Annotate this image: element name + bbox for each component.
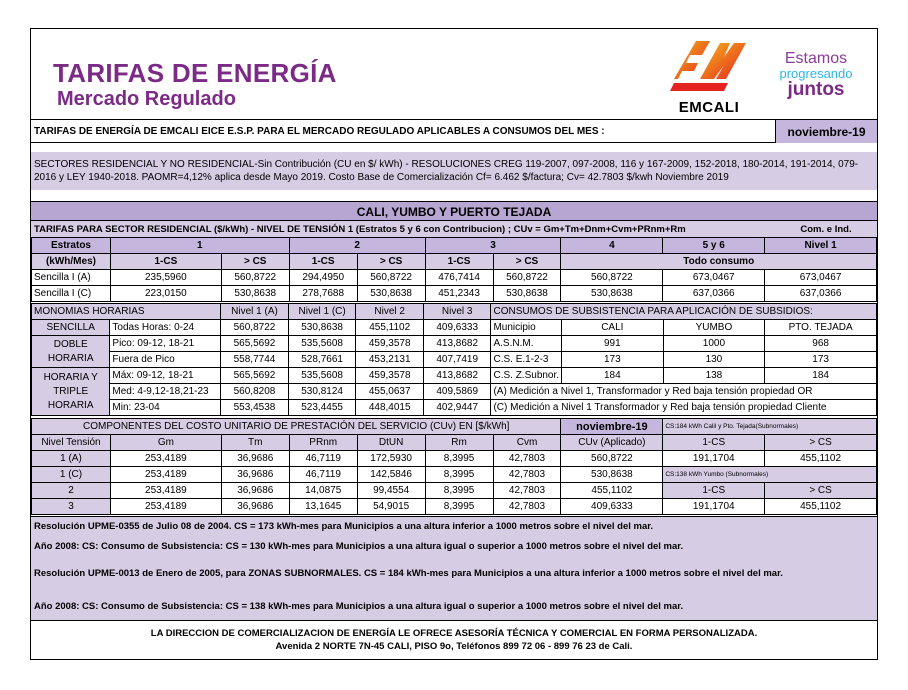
value-cell: 553,4538	[221, 400, 289, 416]
value-cell: 528,7661	[288, 352, 356, 368]
table-row	[32, 336, 877, 352]
unit-label: (kWh/Mes)	[32, 254, 111, 270]
table-row	[32, 352, 877, 368]
col-head: Gm	[110, 435, 221, 451]
value-cell: 459,3578	[356, 368, 424, 384]
monomias-title: MONOMIAS HORARIAS	[32, 304, 221, 320]
value-cell: 455,1102	[765, 451, 877, 467]
subs-cell: 1000	[663, 336, 765, 352]
subs-cell: 173	[765, 352, 877, 368]
subhead-todo: Todo consumo	[561, 254, 877, 270]
monomias-table	[31, 303, 877, 416]
level-head: Nivel 1 (C)	[288, 304, 356, 320]
tariff-sheet	[30, 28, 878, 660]
slogan	[771, 51, 861, 99]
value-cell: 535,5608	[288, 336, 356, 352]
col-head: > CS	[765, 435, 877, 451]
subs-cell: C.S. E.1-2-3	[491, 352, 562, 368]
subs-cell: 184	[562, 368, 664, 384]
components-header-row	[32, 435, 877, 451]
estrato-4: 4	[561, 238, 663, 254]
value-cell: 172,5930	[357, 451, 425, 467]
sectors-text: SECTORES RESIDENCIAL Y NO RESIDENCIAL-Sin Contribución (CU en $/ kWh) - RESOLUCIONES CREG 119-2007, 097-2008, 116 y 167-2009, 152-2018, 180-2014, 191-2014, 079-2016 y LEY 1940-2018. PAOMR=4,12% aplica desde Mayo 2019. Costo Base de Comercialización Cf= 6.462 $/factura; Cv= 42.7803 $/kwh Noviembre 2019	[34, 159, 859, 183]
slogan-line-3: juntos	[787, 79, 845, 100]
value-cell: 558,7744	[221, 352, 289, 368]
value-cell: 407,7419	[423, 352, 491, 368]
nivel-cell: 1 (C)	[32, 467, 111, 483]
value-cell: 530,8638	[288, 320, 356, 336]
subs-head: Municipio	[491, 320, 562, 336]
value-cell: 451,2343	[425, 286, 493, 302]
col-head: Tm	[221, 435, 289, 451]
value-cell: 36,9686	[221, 451, 289, 467]
value-cell: 455,1102	[765, 499, 877, 515]
value-cell: 36,9686	[221, 483, 289, 499]
components-title: COMPONENTES DEL COSTO UNITARIO DE PRESTACIÓN DEL SERVICIO (CUv) EN [$/kWh]	[32, 419, 561, 435]
table-row	[32, 483, 877, 499]
resolution-3: Resolución UPME-0013 de Enero de 2005, para ZONAS SUBNORMALES. CS = 184 kWh-mes para Municipios a una altura inferior a 1000 metros sobre el nivel del mar.	[34, 568, 783, 579]
subhead-1: 1-CS	[110, 254, 221, 270]
sectors-box	[31, 152, 877, 190]
subs-cell: 130	[663, 352, 765, 368]
value-cell: 560,8722	[221, 320, 289, 336]
subhead-2: > CS	[221, 254, 289, 270]
subheads-row	[32, 254, 877, 270]
value-cell: 13,1645	[289, 499, 357, 515]
value-cell: 455,0637	[356, 384, 424, 400]
value-cell: 565,5692	[221, 336, 289, 352]
value-cell: 560,8722	[493, 270, 561, 286]
level-head: Nivel 2	[356, 304, 424, 320]
page-subtitle: Mercado Regulado	[57, 88, 236, 110]
value-cell: 42,7803	[493, 499, 561, 515]
value-cell: 42,7803	[493, 451, 561, 467]
components-note-yumbo: CS:138 kWh Yumbo (Subnormales)	[663, 467, 877, 483]
footer	[31, 620, 877, 660]
group-sencilla: SENCILLA	[32, 320, 110, 336]
row-label: Pico: 09-12, 18-21	[110, 336, 221, 352]
estrato-5y6: 5 y 6	[663, 238, 765, 254]
value-cell: 36,9686	[221, 467, 289, 483]
value-cell: 453,2131	[356, 352, 424, 368]
subs-cell: 173	[562, 352, 664, 368]
value-cell: 560,8722	[357, 270, 425, 286]
subs-note: (A) Medición a Nivel 1, Transformador y Red baja tensión propiedad OR	[491, 384, 877, 400]
value-cell: 223,0150	[110, 286, 221, 302]
value-cell: 637,0366	[765, 286, 877, 302]
subsistencia-title: CONSUMOS DE SUBSISTENCIA PARA APLICACIÓN DE SUBSIDIOS:	[491, 304, 877, 320]
col-head: 1-CS	[663, 435, 765, 451]
value-cell: 560,8208	[221, 384, 289, 400]
slogan-line-2: progresando	[779, 66, 853, 81]
value-cell: 54,9015	[357, 499, 425, 515]
row-label: Sencilla I (C)	[32, 286, 111, 302]
value-cell: 535,5608	[288, 368, 356, 384]
table-row	[32, 400, 877, 416]
value-cell: 142,5846	[357, 467, 425, 483]
table-row	[32, 467, 877, 483]
value-cell: 530,8638	[493, 286, 561, 302]
nivel-cell: 1 (A)	[32, 451, 111, 467]
subs-head: YUMBO	[663, 320, 765, 336]
subs-cell: 968	[765, 336, 877, 352]
col-head: 1-CS	[663, 483, 765, 499]
page-title: TARIFAS DE ENERGÍA	[53, 58, 337, 88]
value-cell: 459,3578	[356, 336, 424, 352]
value-cell: 8,3995	[425, 467, 493, 483]
value-cell: 14,0875	[289, 483, 357, 499]
header	[31, 29, 877, 119]
subs-note: (C) Medición a Nivel 1 Transformador y Red baja tensión propiedad Cliente	[491, 400, 877, 416]
value-cell: 560,8722	[561, 451, 663, 467]
footer-line-2: Avenida 2 NORTE 7N-45 CALI, PISO 9o, Teléfonos 899 72 06 - 899 76 23 de Cali.	[275, 641, 633, 652]
group-triple: HORARIA Y TRIPLE HORARIA	[32, 368, 110, 416]
value-cell: 46,7119	[289, 451, 357, 467]
value-cell: 523,4455	[288, 400, 356, 416]
col-head: DtUN	[357, 435, 425, 451]
row-label: Med: 4-9,12-18,21-23	[110, 384, 221, 400]
col-head: Cvm	[493, 435, 561, 451]
residential-caption-row	[31, 221, 877, 237]
monomias-header-row	[32, 304, 877, 320]
value-cell: 560,8722	[221, 270, 289, 286]
subs-cell: C.S. Z.Subnor.	[491, 368, 562, 384]
value-cell: 8,3995	[425, 483, 493, 499]
estrato-3: 3	[425, 238, 561, 254]
value-cell: 46,7119	[289, 467, 357, 483]
value-cell: 530,8638	[561, 467, 663, 483]
table-row	[32, 499, 877, 515]
components-note-cali: CS:184 kWh Calil y Pto. Tejada(Subnormales)	[663, 419, 877, 435]
col-head: > CS	[765, 483, 877, 499]
value-cell: 413,8682	[423, 336, 491, 352]
value-cell: 409,6333	[561, 499, 663, 515]
table-row	[32, 270, 877, 286]
estratos-row	[32, 238, 877, 254]
table-row	[32, 286, 877, 302]
footer-line-1: LA DIRECCION DE COMERCIALIZACION DE ENERGÍA LE OFRECE ASESORÍA TÉCNICA Y COMERCIAL EN FORMA PERSONALIZADA.	[150, 628, 758, 639]
subs-head: PTO. TEJADA	[765, 320, 877, 336]
group-doble: DOBLE HORARIA	[32, 336, 110, 368]
estrato-nivel1: Nivel 1	[765, 238, 877, 254]
col-head: Rm	[425, 435, 493, 451]
resolution-1: Resolución UPME-0355 de Julio 08 de 2004. CS = 173 kWh-mes para Municipios a una altura inferior a 1000 metros sobre el nivel del mar.	[34, 521, 654, 532]
value-cell: 42,7803	[493, 467, 561, 483]
residential-caption-right: Com. e Ind.	[800, 223, 852, 235]
value-cell: 455,1102	[561, 483, 663, 499]
row-label: Min: 23-04	[110, 400, 221, 416]
subhead-6: > CS	[493, 254, 561, 270]
value-cell: 530,8638	[561, 286, 663, 302]
value-cell: 235,5960	[110, 270, 221, 286]
resolution-4: Año 2008: CS: Consumo de Subsistencia: CS = 138 kWh-mes para Municipios a una altura igual o superior a 1000 metros sobre el nivel del mar.	[34, 601, 684, 612]
value-cell: 402,9447	[423, 400, 491, 416]
value-cell: 448,4015	[356, 400, 424, 416]
value-cell: 565,5692	[221, 368, 289, 384]
nivel-cell: 3	[32, 499, 111, 515]
components-title-row	[32, 419, 877, 435]
estratos-label: Estratos	[32, 238, 111, 254]
estrato-1: 1	[110, 238, 289, 254]
residential-caption: TARIFAS PARA SECTOR RESIDENCIAL ($/kWh) - NIVEL DE TENSIÓN 1 (Estratos 5 y 6 con Contribucion) ; CUv = Gm+Tm+Dnm+Cvm+PRnm+Rm	[34, 223, 686, 235]
subs-head: CALI	[562, 320, 664, 336]
subs-cell: 138	[663, 368, 765, 384]
banner-text: TARIFAS DE ENERGÍA DE EMCALI EICE E.S.P. PARA EL MERCADO REGULADO APLICABLES A CONSUMOS DEL MES :	[34, 126, 605, 137]
col-head: Nivel Tensión	[32, 435, 111, 451]
region-bar	[31, 201, 877, 221]
table-row	[32, 368, 877, 384]
level-head: Nivel 1 (A)	[221, 304, 289, 320]
level-head: Nivel 3	[423, 304, 491, 320]
banner-month: noviembre-19	[775, 120, 877, 143]
value-cell: 409,5869	[423, 384, 491, 400]
value-cell: 253,4189	[110, 467, 221, 483]
value-cell: 191,1704	[663, 499, 765, 515]
col-head: CUv (Aplicado)	[561, 435, 663, 451]
col-head: PRnm	[289, 435, 357, 451]
subhead-4: > CS	[357, 254, 425, 270]
value-cell: 42,7803	[493, 483, 561, 499]
subs-cell: 991	[562, 336, 664, 352]
value-cell: 409,6333	[423, 320, 491, 336]
nivel-cell: 2	[32, 483, 111, 499]
value-cell: 530,8638	[357, 286, 425, 302]
subs-cell: A.S.N.M.	[491, 336, 562, 352]
row-label: Fuera de Pico	[110, 352, 221, 368]
resolutions-box	[31, 516, 877, 620]
estrato-2: 2	[289, 238, 425, 254]
residential-table	[31, 237, 877, 302]
value-cell: 278,7688	[289, 286, 357, 302]
value-cell: 673,0467	[765, 270, 877, 286]
value-cell: 455,1102	[356, 320, 424, 336]
value-cell: 530,8638	[221, 286, 289, 302]
value-cell: 673,0467	[663, 270, 765, 286]
value-cell: 637,0366	[663, 286, 765, 302]
row-label: Máx: 09-12, 18-21	[110, 368, 221, 384]
components-month: noviembre-19	[561, 419, 663, 435]
value-cell: 99,4554	[357, 483, 425, 499]
value-cell: 253,4189	[110, 451, 221, 467]
value-cell: 476,7414	[425, 270, 493, 286]
row-label: Todas Horas: 0-24	[110, 320, 221, 336]
subs-cell: 184	[765, 368, 877, 384]
resolution-2: Año 2008: CS: Consumo de Subsistencia: CS = 130 kWh-mes para Municipios a una altura igual o superior a 1000 metros sobre el nivel del mar.	[34, 541, 684, 552]
subhead-3: 1-CS	[289, 254, 357, 270]
value-cell: 530,8124	[288, 384, 356, 400]
value-cell: 253,4189	[110, 483, 221, 499]
banner	[31, 119, 877, 143]
value-cell: 191,1704	[663, 451, 765, 467]
table-row	[32, 320, 877, 336]
row-label: Sencilla I (A)	[32, 270, 111, 286]
value-cell: 413,8682	[423, 368, 491, 384]
slogan-line-1: Estamos	[784, 50, 848, 67]
value-cell: 560,8722	[561, 270, 663, 286]
value-cell: 253,4189	[110, 499, 221, 515]
logo-text: EMCALI	[678, 99, 740, 116]
table-row	[32, 451, 877, 467]
value-cell: 8,3995	[425, 499, 493, 515]
subhead-5: 1-CS	[425, 254, 493, 270]
value-cell: 36,9686	[221, 499, 289, 515]
region-title: CALI, YUMBO Y PUERTO TEJADA	[356, 204, 552, 219]
table-row	[32, 384, 877, 400]
components-table	[31, 418, 877, 515]
value-cell: 294,4950	[289, 270, 357, 286]
value-cell: 8,3995	[425, 451, 493, 467]
